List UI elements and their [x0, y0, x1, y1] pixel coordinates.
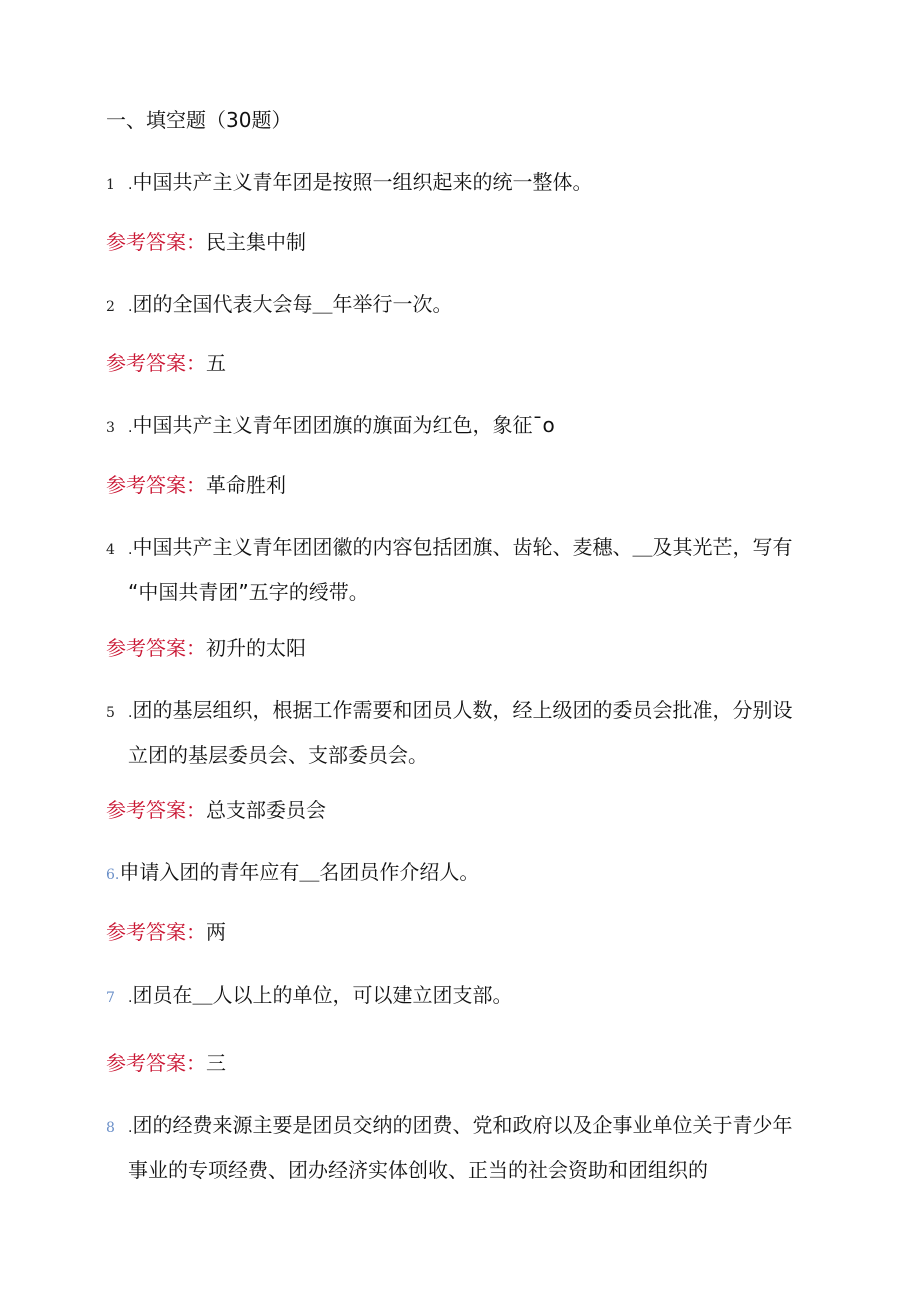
question-7: 7 .团员在＿人以上的单位，可以建立团支部。 — [106, 974, 806, 1019]
question-text: 申请入团的青年应有＿名团员作介绍人。 — [119, 860, 480, 884]
answer-value: 民主集中制 — [206, 230, 306, 254]
question-2: 2 .团的全国代表大会每＿年举行一次。 — [106, 283, 806, 328]
question-number: 2 — [106, 299, 115, 315]
answer-label: 参考答案： — [106, 798, 206, 822]
question-8: 8 .团的经费来源主要是团员交纳的团费、党和政府以及企事业单位关于青少年 事业的专项经费、团办经济实体创收、正当的社会资助和团组织的 — [106, 1104, 806, 1191]
answer-label: 参考答案： — [106, 230, 206, 254]
answer-1 — [106, 226, 306, 258]
question-3: 3 .中国共产主义青年团团旗的旗面为红色，象征ˉo — [106, 404, 806, 449]
answer-7 — [106, 1047, 226, 1079]
question-text: 中国共产主义青年团团旗的旗面为红色，象征ˉo — [132, 413, 555, 437]
question-1: 1 .中国共产主义青年团是按照一组织起来的统一整体。 — [106, 161, 806, 206]
answer-label: 参考答案： — [106, 351, 206, 375]
answer-value: 初升的太阳 — [206, 636, 306, 660]
question-number: 6. — [106, 867, 120, 883]
answer-value: 三 — [206, 1051, 226, 1075]
question-number: 7 — [106, 990, 115, 1006]
question-text-continued: 立团的基层委员会、支部委员会。 — [128, 743, 428, 767]
question-text-continued: “中国共青团”五字的绶带。 — [128, 580, 369, 604]
question-number: 4 — [106, 542, 115, 558]
answer-2 — [106, 347, 226, 379]
question-text: 团员在＿人以上的单位，可以建立团支部。 — [132, 983, 513, 1007]
question-text-continued: 事业的专项经费、团办经济实体创收、正当的社会资助和团组织的 — [128, 1158, 708, 1182]
question-text: 团的基层组织，根据工作需要和团员人数，经上级团的委员会批准，分别设 — [132, 698, 793, 722]
answer-label: 参考答案： — [106, 920, 206, 944]
question-text: 中国共产主义青年团是按照一组织起来的统一整体。 — [132, 170, 593, 194]
answer-value: 五 — [206, 351, 226, 375]
answer-label: 参考答案： — [106, 473, 206, 497]
answer-6 — [106, 916, 226, 948]
question-text: 中国共产主义青年团团徽的内容包括团旗、齿轮、麦穗、＿及其光芒，写有 — [132, 535, 793, 559]
section-title: 一、填空题（30题） — [106, 108, 292, 132]
question-6 — [106, 851, 806, 896]
question-number: 5 — [106, 705, 115, 721]
answer-value: 两 — [206, 920, 226, 944]
question-number: 3 — [106, 420, 115, 436]
question-text: 团的全国代表大会每＿年举行一次。 — [132, 292, 453, 316]
question-number: 1 — [106, 177, 115, 193]
question-text: 团的经费来源主要是团员交纳的团费、党和政府以及企事业单位关于青少年 — [132, 1113, 793, 1137]
question-number: 8 — [106, 1120, 115, 1136]
question-4: 4 .中国共产主义青年团团徽的内容包括团旗、齿轮、麦穗、＿及其光芒，写有 “中国共青团”五字的绶带。 — [106, 526, 806, 613]
answer-label: 参考答案： — [106, 1051, 206, 1075]
answer-label: 参考答案： — [106, 636, 206, 660]
answer-value: 革命胜利 — [206, 473, 286, 497]
answer-4 — [106, 632, 306, 664]
answer-5 — [106, 794, 326, 826]
answer-3 — [106, 469, 286, 501]
answer-value: 总支部委员会 — [206, 798, 326, 822]
question-5: 5 .团的基层组织，根据工作需要和团员人数，经上级团的委员会批准，分别设 立团的基层委员会、支部委员会。 — [106, 689, 806, 776]
